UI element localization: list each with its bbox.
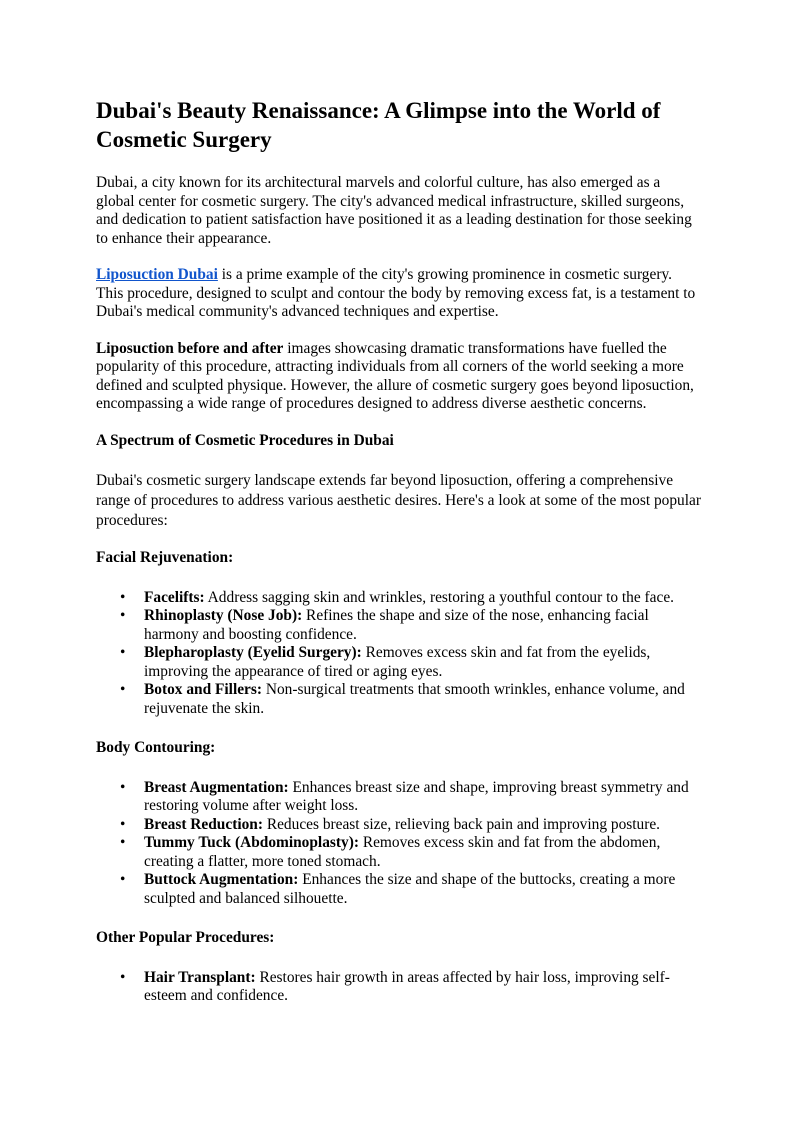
list-item-term: Breast Reduction: xyxy=(144,815,263,833)
list-item xyxy=(120,815,702,835)
list-item-desc: Enhances breast size and shape, improving breast symmetry and restoring volume after weight loss. xyxy=(144,778,689,814)
list-item-term: Hair Transplant: xyxy=(144,968,256,986)
list-item-desc: Removes excess skin and fat from the abdomen, creating a flatter, more toned stomach. xyxy=(144,834,661,870)
liposuction-paragraph xyxy=(96,266,702,322)
body-contouring-list xyxy=(96,779,702,909)
list-item-term: Breast Augmentation: xyxy=(144,778,289,796)
list-item-desc: Removes excess skin and fat from the eyelids, improving the appearance of tired or aging eyes. xyxy=(144,644,651,680)
list-item-desc: Address sagging skin and wrinkles, restoring a youthful contour to the face. xyxy=(204,588,675,606)
list-item xyxy=(120,644,702,681)
list-item xyxy=(120,588,702,608)
bullet-icon: • xyxy=(120,681,126,698)
section-heading-body-contouring: Body Contouring: xyxy=(96,739,216,756)
bullet-icon: • xyxy=(120,607,126,624)
list-item xyxy=(120,681,702,718)
bullet-icon: • xyxy=(120,588,126,606)
section-heading-other-procedures: Other Popular Procedures: xyxy=(96,929,275,946)
list-item xyxy=(120,778,702,816)
bullet-icon: • xyxy=(120,834,126,851)
spectrum-heading: A Spectrum of Cosmetic Procedures in Dubai xyxy=(96,431,394,449)
list-item xyxy=(120,968,702,1006)
list-item-term: Buttock Augmentation: xyxy=(144,871,299,888)
before-after-text: images showcasing dramatic transformations have fuelled the popularity of this procedure, attracting individuals from all corners of the world seeking a more defined and sculpted physique. However, the allure of cosmetic surgery goes beyond liposuction, encompassing a wide range of procedures designed to address diverse aesthetic concerns. xyxy=(96,339,694,412)
before-after-paragraph xyxy=(96,340,702,414)
page-title: Dubai's Beauty Renaissance: A Glimpse into the World of Cosmetic Surgery xyxy=(96,98,661,152)
list-item-term: Rhinoplasty (Nose Job): xyxy=(144,607,303,624)
other-procedures-list xyxy=(96,969,702,1006)
list-item xyxy=(120,607,702,644)
list-item-desc: Reduces breast size, relieving back pain and improving posture. xyxy=(262,815,661,833)
bullet-icon: • xyxy=(120,968,126,986)
spectrum-intro-paragraph: Dubai's cosmetic surgery landscape extends far beyond liposuction, offering a comprehensive range of procedures to address various aesthetic desires. Here's a look at some of the most popular procedures: xyxy=(96,472,701,529)
before-after-bold: Liposuction before and after xyxy=(96,339,284,357)
list-item-term: Tummy Tuck (Abdominoplasty): xyxy=(144,834,359,851)
bullet-icon: • xyxy=(120,815,126,833)
list-item xyxy=(120,871,702,908)
list-item xyxy=(120,834,702,871)
list-item-desc: Refines the shape and size of the nose, enhancing facial harmony and boosting confidence. xyxy=(144,607,649,643)
list-item-term: Facelifts: xyxy=(144,588,205,606)
list-item-term: Blepharoplasty (Eyelid Surgery): xyxy=(144,644,362,661)
intro-paragraph: Dubai, a city known for its architectural marvels and colorful culture, has also emerged as a global center for cosmetic surgery. The city's advanced medical infrastructure, skilled surgeons, and dedication to patient satisfaction have positioned it as a leading destination for those seeking to enhance their appearance. xyxy=(96,174,692,247)
document-page xyxy=(96,96,702,1027)
section-heading-facial-rejuvenation: Facial Rejuvenation: xyxy=(96,549,234,566)
list-item-term: Botox and Fillers: xyxy=(144,681,262,698)
list-item-desc: Non-surgical treatments that smooth wrinkles, enhance volume, and rejuvenate the skin. xyxy=(144,681,685,717)
bullet-icon: • xyxy=(120,871,126,888)
liposuction-paragraph-text: is a prime example of the city's growing prominence in cosmetic surgery. This procedure, designed to sculpt and contour the body by removing excess fat, is a testament to Dubai's medical community's advanced techniques and expertise. xyxy=(96,266,696,320)
list-item-desc: Enhances the size and shape of the buttocks, creating a more sculpted and balanced silhouette. xyxy=(144,871,676,907)
liposuction-dubai-link[interactable]: Liposuction Dubai xyxy=(96,266,218,283)
bullet-icon: • xyxy=(120,644,126,661)
facial-rejuvenation-list xyxy=(96,589,702,719)
list-item-desc: Restores hair growth in areas affected by hair loss, improving self-esteem and confidence. xyxy=(144,968,670,1004)
bullet-icon: • xyxy=(120,778,126,796)
